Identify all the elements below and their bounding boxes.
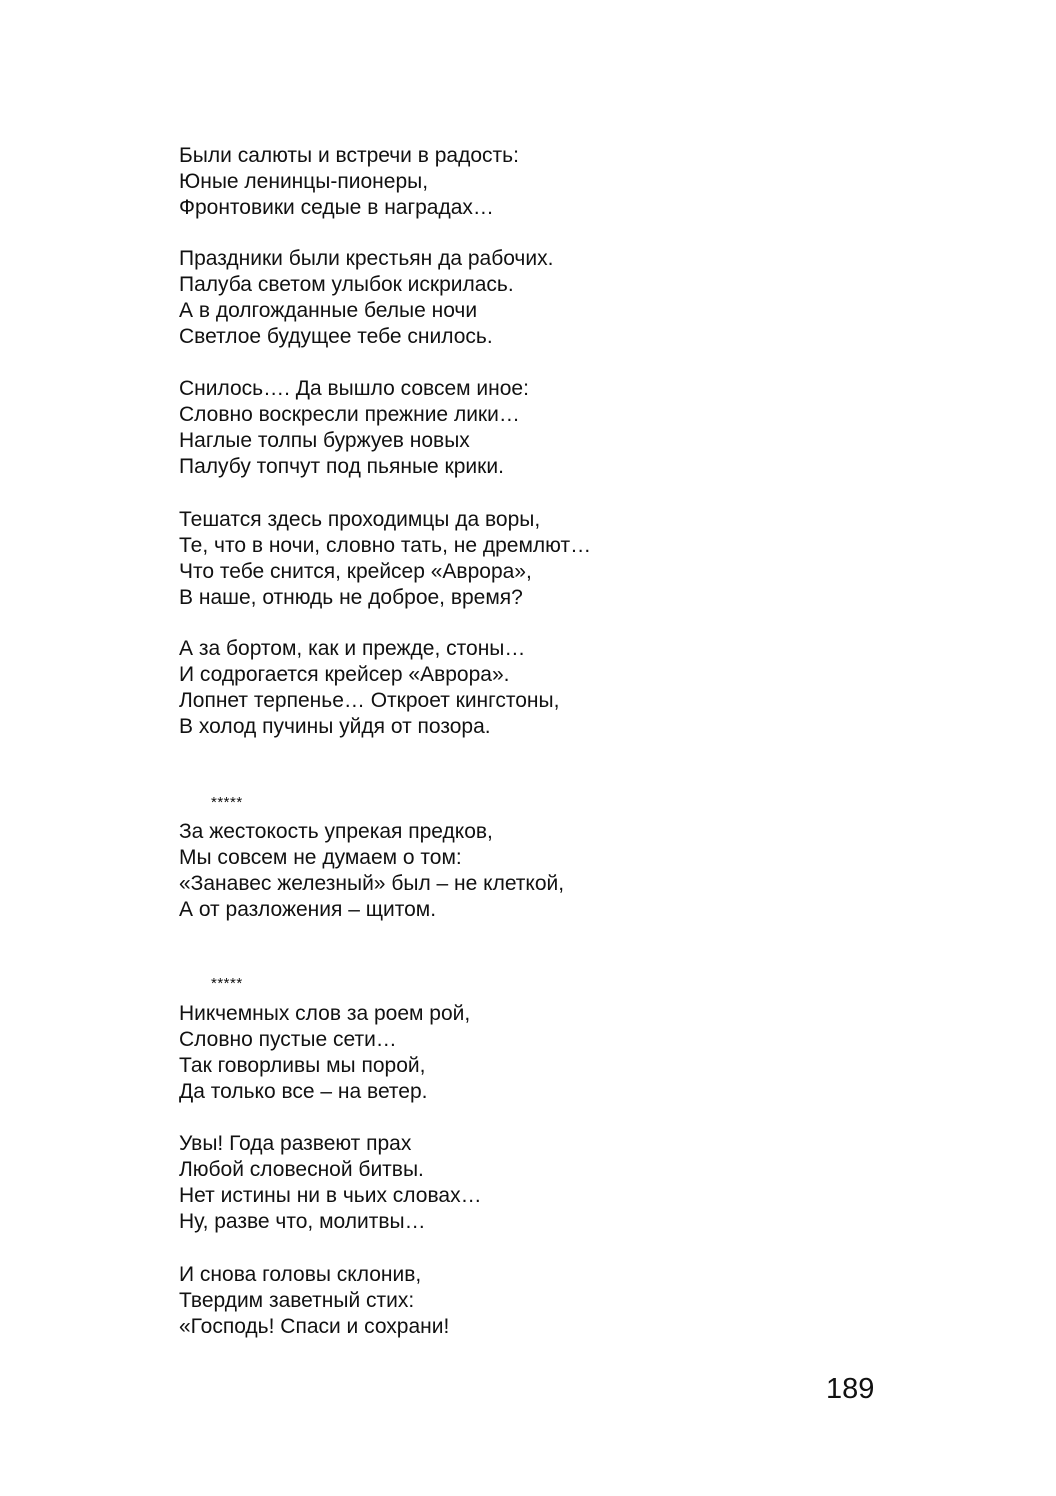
stanza-8	[179, 1131, 879, 1235]
stanza-6	[179, 819, 879, 923]
page-number: 189	[826, 1373, 875, 1405]
poem-line: Тешатся здесь проходимцы да воры,	[179, 508, 541, 531]
poem-line: А за бортом, как и прежде, стоны…	[179, 637, 526, 660]
poem-line: Светлое будущее тебе снилось.	[179, 325, 493, 348]
stanza-separator: *****	[211, 794, 243, 811]
poem-line: Никчемных слов за роем рой,	[179, 1002, 471, 1025]
poem-line: Что тебе снится, крейсер «Аврора»,	[179, 560, 532, 583]
poem-line: Праздники были крестьян да рабочих.	[179, 247, 554, 270]
poem-line: Мы совсем не думаем о том:	[179, 846, 462, 869]
poem-line: И снова головы склонив,	[179, 1263, 422, 1286]
poem-line: «Господь! Спаси и сохрани!	[179, 1315, 450, 1338]
poem-line: Юные ленинцы-пионеры,	[179, 170, 429, 193]
poem-line: В наше, отнюдь не доброе, время?	[179, 586, 523, 609]
poem-line: Были салюты и встречи в радость:	[179, 144, 519, 167]
stanza-1	[179, 143, 879, 221]
poem-line: За жестокость упрекая предков,	[179, 820, 493, 843]
poem-line: Снилось…. Да вышло совсем иное:	[179, 377, 529, 400]
poem-line: В холод пучины уйдя от позора.	[179, 715, 491, 738]
stanza-3	[179, 376, 879, 480]
stanza-5	[179, 636, 879, 740]
poem-line: Да только все – на ветер.	[179, 1080, 428, 1103]
poem-line: Нет истины ни в чьих словах…	[179, 1184, 482, 1207]
poem-line: Увы! Года развеют прах	[179, 1132, 412, 1155]
stanza-9	[179, 1262, 879, 1340]
poem-line: Словно пустые сети…	[179, 1028, 397, 1051]
stanza-7	[179, 1001, 879, 1105]
stanza-4	[179, 507, 879, 611]
stanza-2	[179, 246, 879, 350]
stanza-separator: *****	[211, 975, 243, 992]
poem-line: Лопнет терпенье… Откроет кингстоны,	[179, 689, 560, 712]
poem-line: Так говорливы мы порой,	[179, 1054, 426, 1077]
poem-line: Твердим заветный стих:	[179, 1289, 415, 1312]
poem-line: Фронтовики седые в наградах…	[179, 196, 494, 219]
poem-line: Наглые толпы буржуев новых	[179, 429, 470, 452]
poem-line: Любой словесной битвы.	[179, 1158, 424, 1181]
poem-line: Словно воскресли прежние лики…	[179, 403, 520, 426]
poem-line: Те, что в ночи, словно тать, не дремлют…	[179, 534, 592, 557]
poem-line: А в долгожданные белые ночи	[179, 299, 478, 322]
poem-line: Ну, разве что, молитвы…	[179, 1210, 426, 1233]
poem-line: «Занавес железный» был – не клеткой,	[179, 872, 565, 895]
poem-line: И содрогается крейсер «Аврора».	[179, 663, 510, 686]
poem-line: Палуба светом улыбок искрилась.	[179, 273, 514, 296]
poem-line: А от разложения – щитом.	[179, 898, 437, 921]
poem-line: Палубу топчут под пьяные крики.	[179, 455, 504, 478]
